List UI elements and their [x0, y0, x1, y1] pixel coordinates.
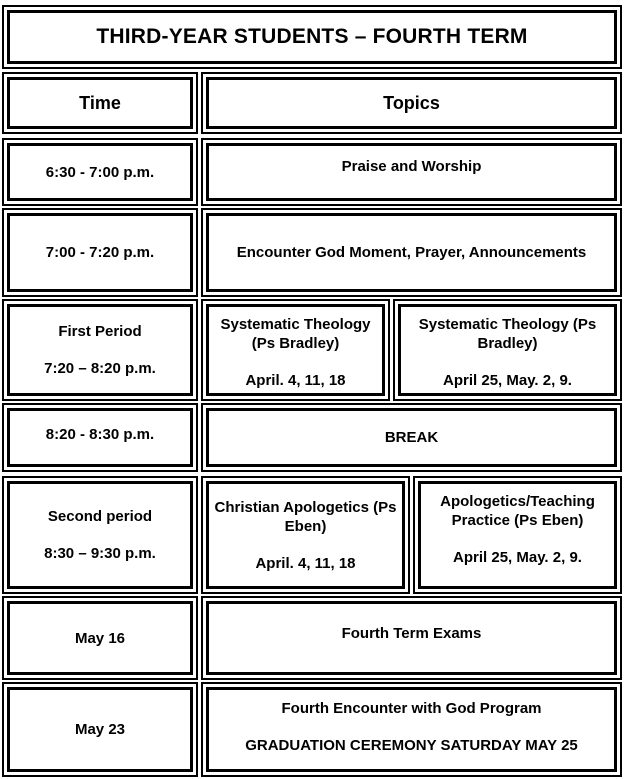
- encounter-topic-box: [201, 208, 622, 297]
- exams-topic-text: Fourth Term Exams: [341, 625, 482, 642]
- second-period-right-title: Apologetics/Teaching Practice (Ps Eben): [440, 493, 595, 529]
- praise-topic: [206, 143, 617, 201]
- encounter-time: 7:00 - 7:20 p.m.: [7, 213, 193, 292]
- graduation-topic-box: [201, 682, 622, 777]
- break-time-text: 8:20 - 8:30 p.m.: [45, 426, 155, 443]
- first-period-right: [398, 304, 617, 396]
- graduation-program: Fourth Encounter with God Program: [281, 700, 542, 717]
- exams-topic-box: [201, 596, 622, 680]
- first-period-time-box: [2, 299, 198, 401]
- second-period-left-title: Christian Apologetics (Ps Eben): [214, 498, 397, 535]
- first-period-hours: 7:20 – 8:20 p.m.: [44, 360, 156, 377]
- encounter-time-box: [2, 208, 198, 297]
- time-header-box: [2, 72, 198, 134]
- first-period-label: First Period: [58, 323, 142, 340]
- graduation-time: May 23: [7, 687, 193, 772]
- first-period-left-title: Systematic Theology (Ps Bradley): [220, 316, 371, 352]
- first-period-right-box: [393, 299, 622, 401]
- praise-topic-text: Praise and Worship: [341, 158, 482, 175]
- exams-time-box: [2, 596, 198, 680]
- page-title: THIRD-YEAR STUDENTS – FOURTH TERM: [7, 10, 617, 64]
- first-period-left-box: [201, 299, 390, 401]
- first-period-time: [7, 304, 193, 396]
- topics-header: Topics: [206, 77, 617, 129]
- break-topic-box: [201, 403, 622, 472]
- second-period-right: [418, 481, 617, 589]
- first-period-left: [206, 304, 385, 396]
- break-time: [7, 408, 193, 467]
- praise-time-box: [2, 138, 198, 206]
- title-box: [2, 5, 622, 69]
- encounter-topic: Encounter God Moment, Prayer, Announcements: [206, 213, 617, 292]
- second-period-right-box: [413, 476, 622, 594]
- first-period-right-title: Systematic Theology (Ps Bradley): [418, 316, 597, 352]
- second-period-right-dates: April 25, May. 2, 9.: [453, 549, 582, 566]
- praise-time: 6:30 - 7:00 p.m.: [7, 143, 193, 201]
- break-topic: BREAK: [206, 408, 617, 467]
- second-period-time: [7, 481, 193, 589]
- graduation-time-box: [2, 682, 198, 777]
- second-period-label: Second period: [47, 508, 153, 525]
- exams-time: May 16: [7, 601, 193, 675]
- exams-topic: [206, 601, 617, 675]
- first-period-right-dates: April 25, May. 2, 9.: [443, 372, 572, 389]
- graduation-ceremony: GRADUATION CEREMONY SATURDAY MAY 25: [245, 737, 578, 754]
- break-time-box: [2, 403, 198, 472]
- second-period-hours: 8:30 – 9:30 p.m.: [44, 545, 156, 562]
- second-period-left-dates: April. 4, 11, 18: [255, 554, 356, 572]
- first-period-left-dates: April. 4, 11, 18: [245, 372, 346, 389]
- graduation-topic: [206, 687, 617, 772]
- topics-header-box: [201, 72, 622, 134]
- second-period-time-box: [2, 476, 198, 594]
- praise-topic-box: [201, 138, 622, 206]
- second-period-left: [206, 481, 405, 589]
- second-period-left-box: [201, 476, 410, 594]
- time-header: Time: [7, 77, 193, 129]
